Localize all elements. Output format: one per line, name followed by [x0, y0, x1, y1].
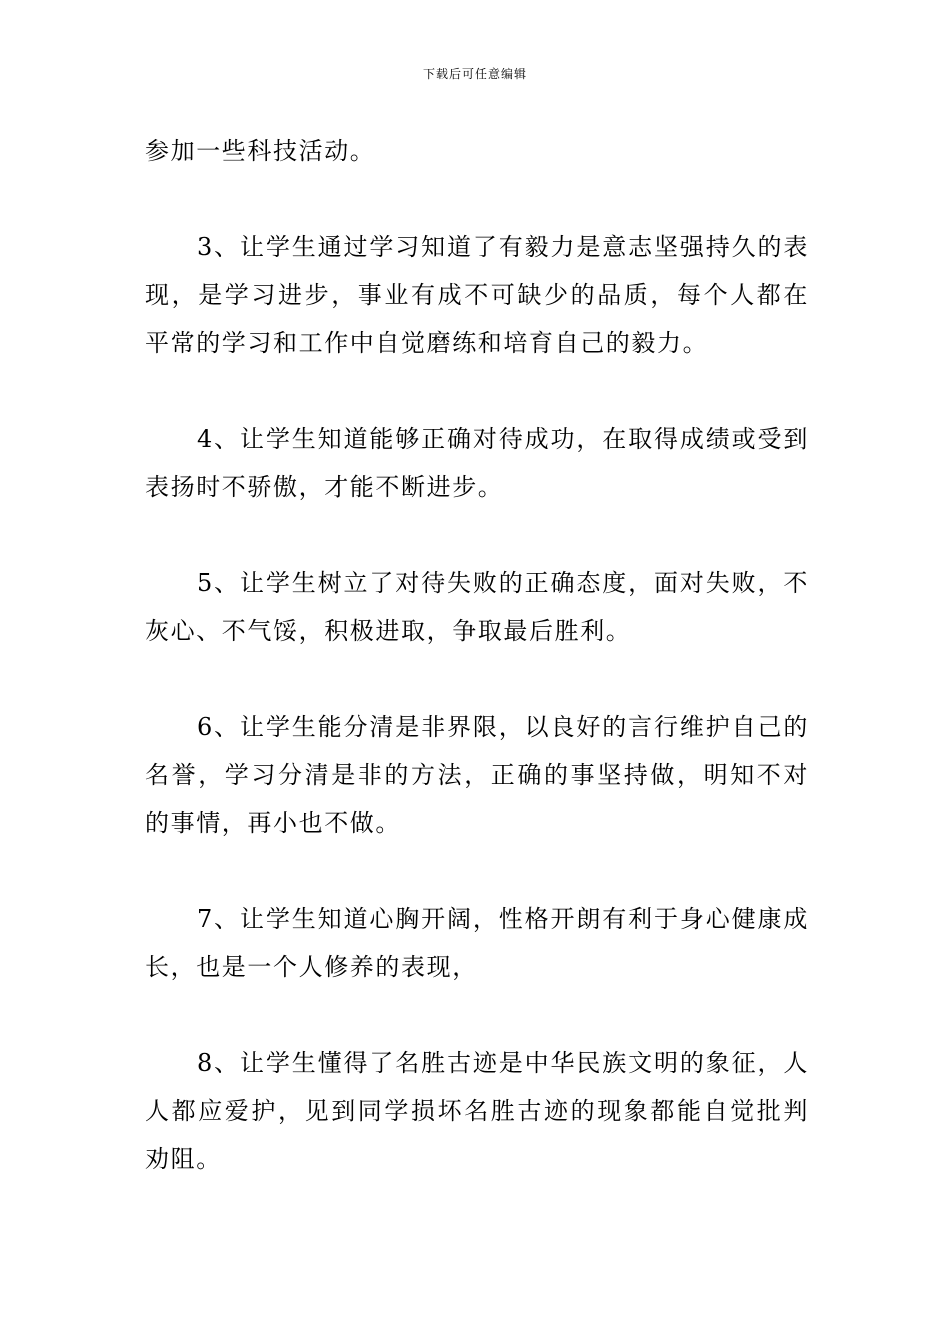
paragraph-item-3: 3、让学生通过学习知道了有毅力是意志坚强持久的表现，是学习进步，事业有成不可缺少的品质，每个人都在平常的学习和工作中自觉磨练和培育自己的毅力。 — [145, 233, 809, 357]
document-body — [145, 127, 809, 1231]
page-header-note: 下载后可任意编辑 — [422, 67, 527, 81]
paragraph-item-5: 5、让学生树立了对待失败的正确态度，面对失败，不灰心、不气馁，积极进取，争取最后胜利。 — [145, 569, 809, 645]
paragraph-item-6: 6、让学生能分清是非界限，以良好的言行维护自己的名誉，学习分清是非的方法，正确的事坚持做，明知不对的事情，再小也不做。 — [145, 713, 809, 837]
paragraph-item-8: 8、让学生懂得了名胜古迹是中华民族文明的象征，人人都应爱护，见到同学损坏名胜古迹的现象都能自觉批判劝阻。 — [145, 1049, 809, 1173]
paragraph-item-4: 4、让学生知道能够正确对待成功，在取得成绩或受到表扬时不骄傲，才能不断进步。 — [145, 425, 809, 501]
paragraph-continuation: 参加一些科技活动。 — [145, 137, 376, 165]
paragraph-item-7: 7、让学生知道心胸开阔，性格开朗有利于身心健康成长，也是一个人修养的表现， — [145, 905, 809, 981]
